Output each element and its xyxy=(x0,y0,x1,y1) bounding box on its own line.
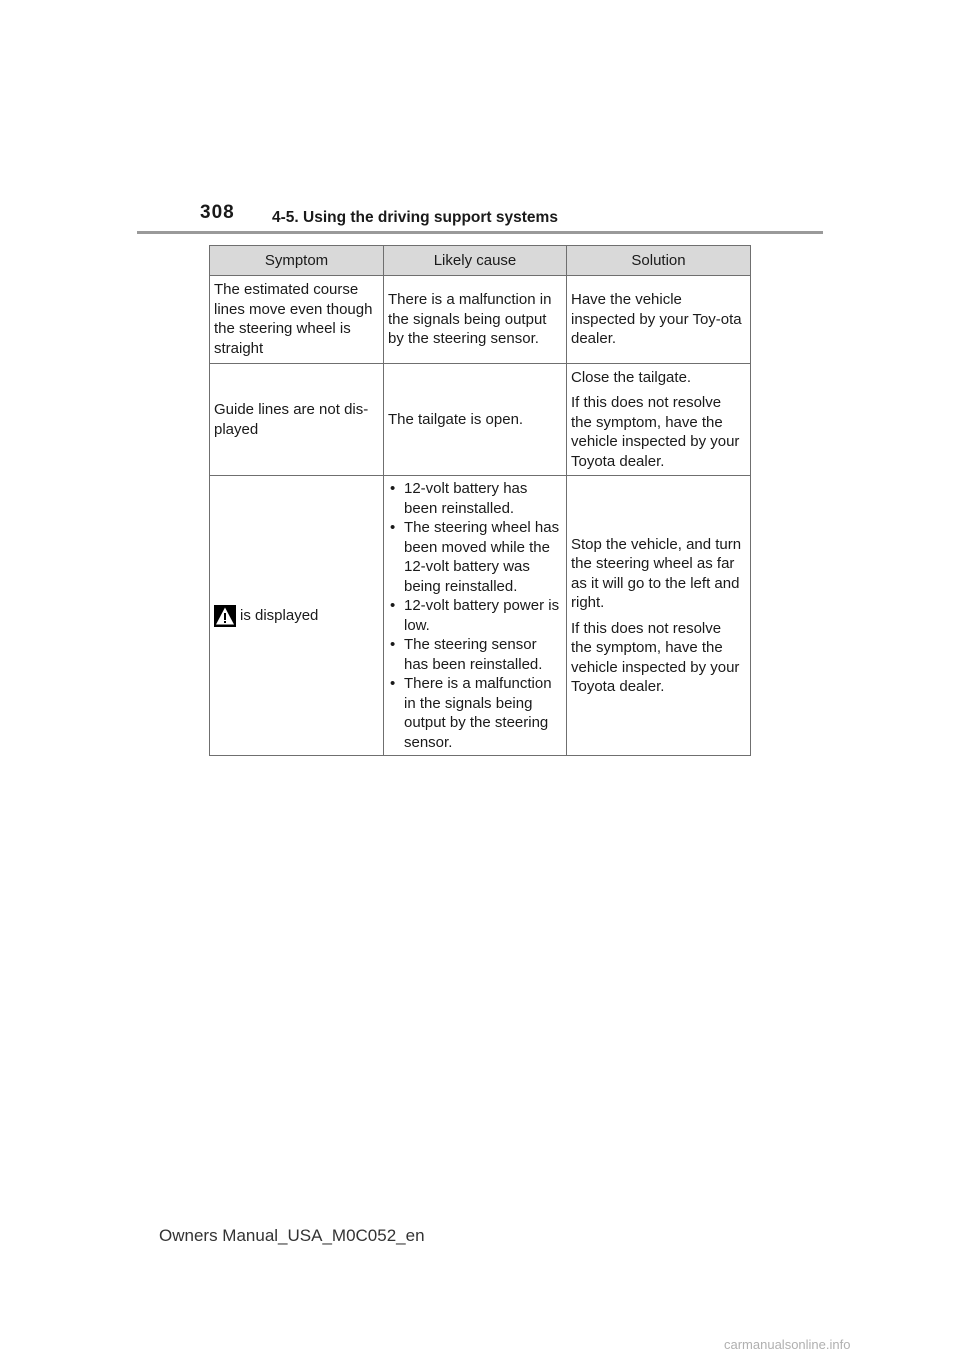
table-header-row xyxy=(210,246,751,276)
symptom-text: Guide lines are not dis-played xyxy=(214,401,369,438)
cause-text: There is a malfunction in the signals being output by the steering sensor. xyxy=(388,291,552,348)
cause-cell xyxy=(384,476,567,756)
cause-list xyxy=(388,479,562,752)
header-rule xyxy=(137,231,823,234)
section-title: 4-5. Using the driving support systems xyxy=(272,209,558,226)
column-header-solution: Solution xyxy=(567,246,751,276)
troubleshooting-table xyxy=(209,245,751,756)
solution-cell xyxy=(567,276,751,364)
solution-text: Close the tailgate. xyxy=(571,368,692,386)
warning-icon xyxy=(214,605,236,627)
cause-cell xyxy=(384,276,567,364)
symptom-cell xyxy=(210,276,384,364)
watermark: carmanualsonline.info xyxy=(724,1337,851,1352)
symptom-text: is displayed xyxy=(240,606,319,624)
symptom-cell xyxy=(210,476,384,756)
table-row xyxy=(210,476,751,756)
footer-text: Owners Manual_USA_M0C052_en xyxy=(159,1226,425,1245)
list-item: • There is a malfunction in the signals being output by the steering sensor. xyxy=(388,674,562,752)
solution-text: Stop the vehicle, and turn the steering wheel as far as it will go to the left and right. xyxy=(571,535,742,611)
solution-cell xyxy=(567,476,751,756)
table-row xyxy=(210,276,751,364)
solution-text: Have the vehicle inspected by your Toy-ota dealer. xyxy=(571,291,742,348)
list-item: • The steering wheel has been moved while the 12-volt battery was being reinstalled. xyxy=(388,518,562,596)
solution-text: If this does not resolve the symptom, have the vehicle inspected by your Toyota dealer. xyxy=(571,394,740,470)
cause-cell xyxy=(384,364,567,476)
solution-text: If this does not resolve the symptom, have the vehicle inspected by your Toyota dealer. xyxy=(571,619,740,695)
column-header-likely-cause: Likely cause xyxy=(384,246,567,276)
list-item: • 12-volt battery power is low. xyxy=(388,596,562,635)
list-item: • 12-volt battery has been reinstalled. xyxy=(388,479,562,518)
solution-cell xyxy=(567,364,751,476)
cause-text: The tailgate is open. xyxy=(388,410,524,428)
column-header-symptom: Symptom xyxy=(210,246,384,276)
table-row xyxy=(210,364,751,476)
list-item: • The steering sensor has been reinstalled. xyxy=(388,635,562,674)
symptom-text: The estimated course lines move even though the steering wheel is straight xyxy=(214,281,373,357)
page-number: 308 xyxy=(200,202,235,223)
symptom-cell xyxy=(210,364,384,476)
